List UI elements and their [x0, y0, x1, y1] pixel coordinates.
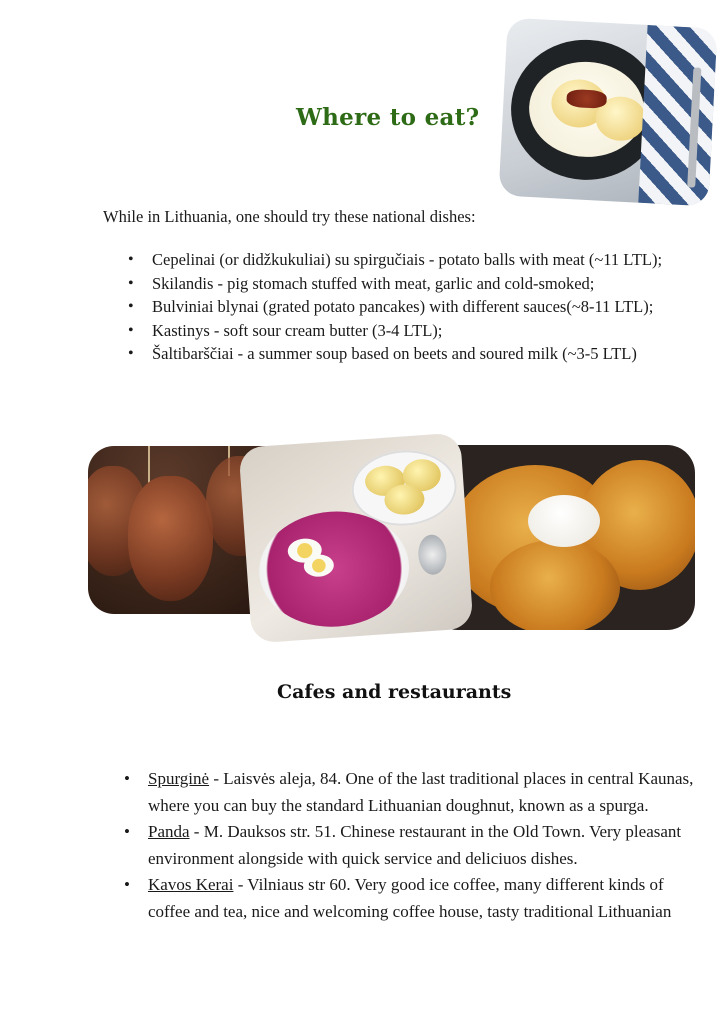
page-title: Where to eat?	[296, 104, 480, 131]
list-item: • Šaltibarščiai - a summer soup based on beets and soured milk (~3-5 LTL)	[152, 342, 690, 366]
place-description: - Laisvės aleja, 84. One of the last traditional places in central Kaunas, where you can buy the standard Lithuanian doughnut, known as a spurga.	[148, 769, 694, 815]
list-item: • Bulviniai blynai (grated potato pancakes) with different sauces(~8-11 LTL);	[152, 295, 690, 319]
places-list	[148, 766, 694, 925]
intro-text: While in Lithuania, one should try these national dishes:	[103, 207, 476, 226]
list-item	[148, 872, 694, 925]
list-item: • Cepelinai (or didžkukuliai) su spirgučiais - potato balls with meat (~11 LTL);	[152, 248, 690, 272]
place-description: - M. Dauksos str. 51. Chinese restaurant in the Old Town. Very pleasant environment alongside with quick service and deliciuos dishes.	[148, 822, 682, 868]
cepelinai-photo	[498, 18, 717, 207]
place-name: Kavos Kerai	[148, 875, 234, 894]
list-item	[148, 766, 694, 819]
list-item: • Skilandis - pig stomach stuffed with meat, garlic and cold-smoked;	[152, 272, 690, 296]
saltibarsciai-photo	[238, 432, 473, 643]
list-item: • Kastinys - soft sour cream butter (3-4 LTL);	[152, 319, 690, 343]
list-item	[148, 819, 694, 872]
dishes-list	[152, 248, 690, 366]
place-description: - Vilniaus str 60. Very good ice coffee, many different kinds of coffee and tea, nice and welcoming coffee house, tasty traditional Lithuanian	[148, 875, 672, 921]
place-name: Spurginė	[148, 769, 210, 788]
section-title: Cafes and restaurants	[277, 681, 512, 703]
place-name: Panda	[148, 822, 190, 841]
